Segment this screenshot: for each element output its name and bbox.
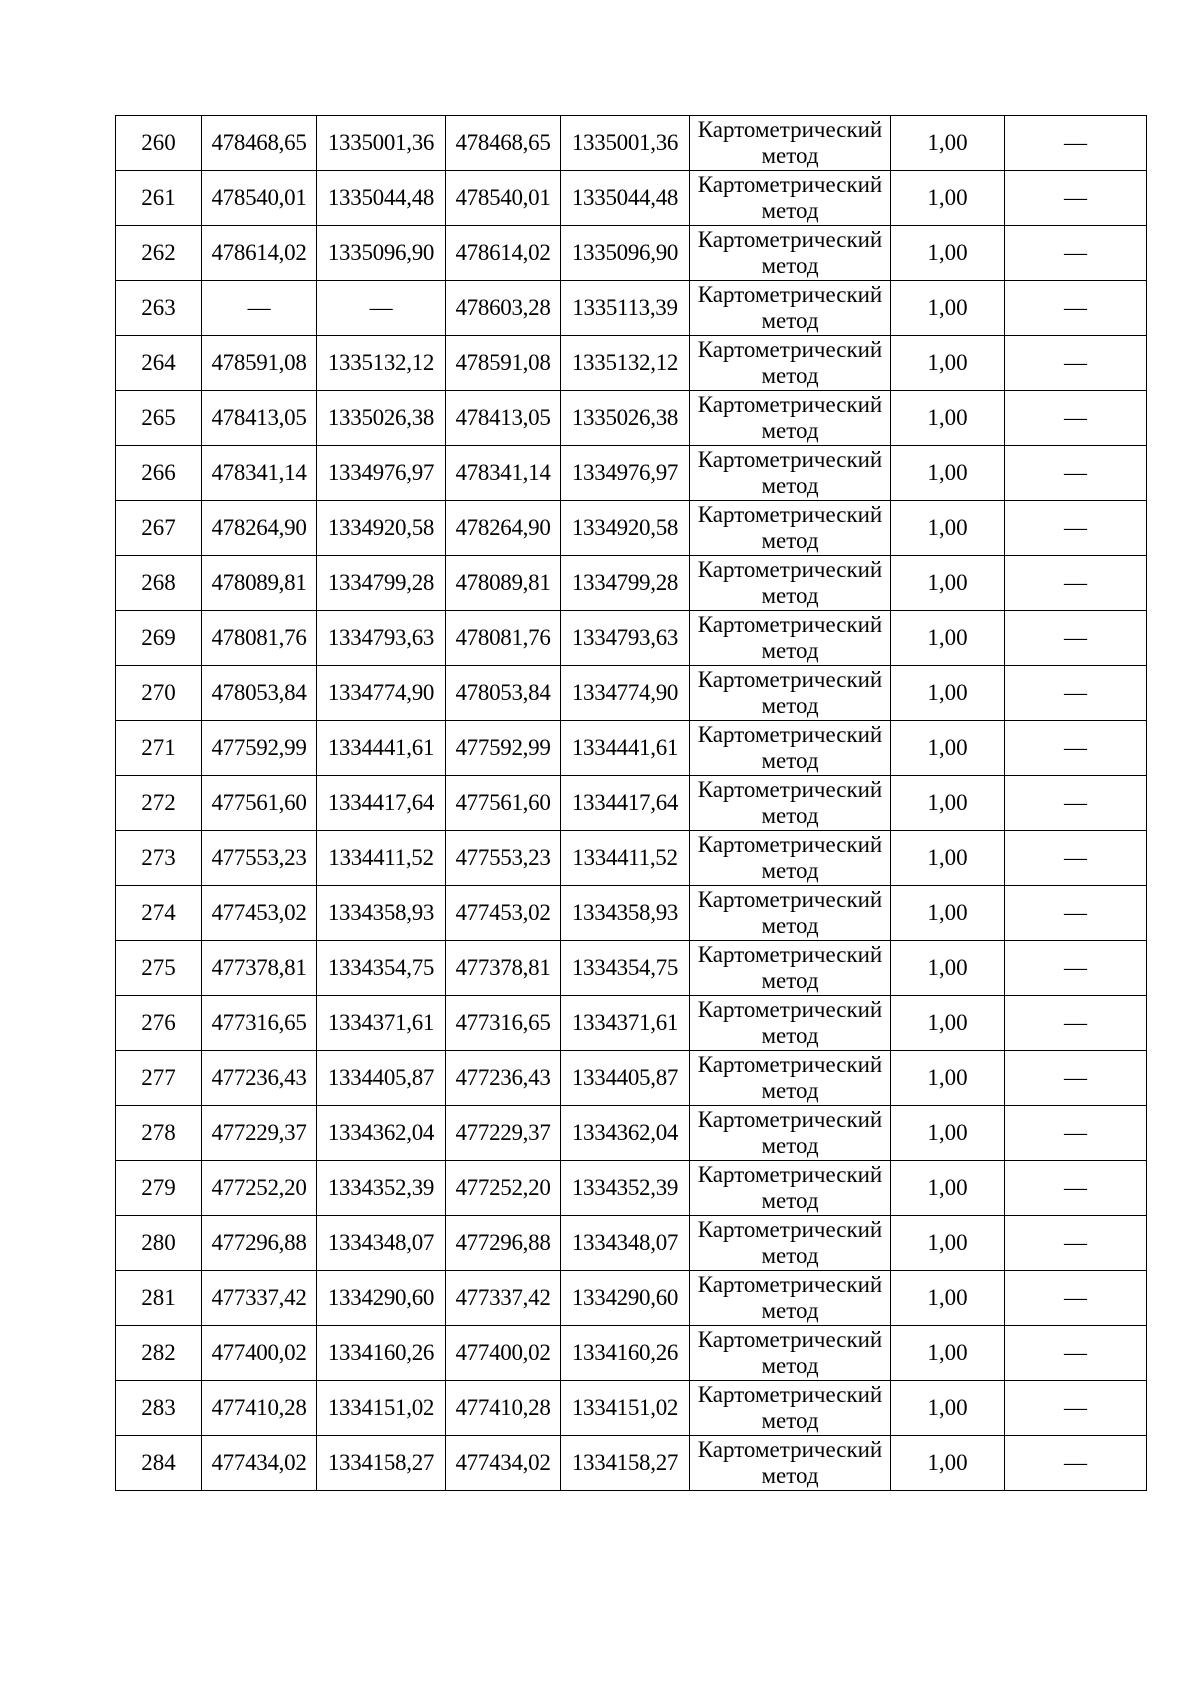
method-line-2: метод [761,1078,819,1103]
refined-y-cell: 1334348,07 [561,1216,690,1271]
refined-x-cell: 477561,60 [446,776,561,831]
method-line-2: метод [761,143,819,168]
method-line-2: метод [761,253,819,278]
method-cell [690,1106,891,1161]
note-cell: — [1005,556,1147,611]
method-line-1: Картометрический [697,612,883,637]
method-cell [690,1161,891,1216]
note-cell: — [1005,996,1147,1051]
method-cell [690,391,891,446]
table-row [116,666,1147,721]
method-line-1: Картометрический [697,117,883,142]
existing-x-cell: 477592,99 [202,721,317,776]
accuracy-cell: 1,00 [891,446,1005,501]
refined-y-cell: 1335001,36 [561,116,690,171]
table-row [116,941,1147,996]
existing-y-cell: 1334354,75 [317,941,446,996]
note-cell: — [1005,1051,1147,1106]
accuracy-cell: 1,00 [891,886,1005,941]
method-line-2: метод [761,1243,819,1268]
existing-x-cell: 478081,76 [202,611,317,666]
existing-x-cell: 477236,43 [202,1051,317,1106]
note-cell: — [1005,336,1147,391]
point-number-cell: 282 [116,1326,202,1381]
existing-x-cell: 477252,20 [202,1161,317,1216]
existing-y-cell: 1334290,60 [317,1271,446,1326]
existing-y-cell: 1334920,58 [317,501,446,556]
accuracy-cell: 1,00 [891,1216,1005,1271]
existing-y-cell: 1335044,48 [317,171,446,226]
note-cell: — [1005,886,1147,941]
note-cell: — [1005,666,1147,721]
method-line-1: Картометрический [697,392,883,417]
accuracy-cell: 1,00 [891,1271,1005,1326]
accuracy-cell: 1,00 [891,1051,1005,1106]
refined-x-cell: 478413,05 [446,391,561,446]
existing-y-cell: 1335026,38 [317,391,446,446]
method-cell [690,281,891,336]
point-number-cell: 260 [116,116,202,171]
table-row [116,391,1147,446]
refined-x-cell: 477252,20 [446,1161,561,1216]
existing-y-cell: 1334976,97 [317,446,446,501]
method-line-2: метод [761,473,819,498]
method-line-1: Картометрический [697,942,883,967]
refined-x-cell: 478603,28 [446,281,561,336]
existing-y-cell: 1335132,12 [317,336,446,391]
method-line-1: Картометрический [697,502,883,527]
refined-x-cell: 478341,14 [446,446,561,501]
accuracy-cell: 1,00 [891,941,1005,996]
table-row [116,776,1147,831]
table-row [116,1106,1147,1161]
note-cell: — [1005,1381,1147,1436]
accuracy-cell: 1,00 [891,1161,1005,1216]
table-row [116,1381,1147,1436]
refined-x-cell: 477337,42 [446,1271,561,1326]
refined-y-cell: 1334358,93 [561,886,690,941]
existing-x-cell: 478614,02 [202,226,317,281]
table-row [116,1051,1147,1106]
point-number-cell: 261 [116,171,202,226]
method-line-2: метод [761,968,819,993]
refined-y-cell: 1334793,63 [561,611,690,666]
existing-y-cell: 1334793,63 [317,611,446,666]
point-number-cell: 269 [116,611,202,666]
method-cell [690,501,891,556]
method-line-1: Картометрический [697,722,883,747]
accuracy-cell: 1,00 [891,721,1005,776]
refined-x-cell: 478614,02 [446,226,561,281]
method-line-2: метод [761,803,819,828]
refined-y-cell: 1334362,04 [561,1106,690,1161]
existing-x-cell: 477378,81 [202,941,317,996]
method-cell [690,1051,891,1106]
existing-x-cell: 477434,02 [202,1436,317,1491]
refined-y-cell: 1334799,28 [561,556,690,611]
existing-x-cell: — [202,281,317,336]
refined-y-cell: 1334976,97 [561,446,690,501]
note-cell: — [1005,1271,1147,1326]
existing-y-cell: 1334799,28 [317,556,446,611]
refined-y-cell: 1334151,02 [561,1381,690,1436]
existing-y-cell: 1334774,90 [317,666,446,721]
existing-x-cell: 478591,08 [202,336,317,391]
refined-x-cell: 478089,81 [446,556,561,611]
refined-y-cell: 1334354,75 [561,941,690,996]
refined-y-cell: 1334405,87 [561,1051,690,1106]
existing-x-cell: 478413,05 [202,391,317,446]
note-cell: — [1005,611,1147,666]
accuracy-cell: 1,00 [891,501,1005,556]
table-row [116,1436,1147,1491]
point-number-cell: 284 [116,1436,202,1491]
method-cell [690,1216,891,1271]
note-cell: — [1005,721,1147,776]
refined-x-cell: 478468,65 [446,116,561,171]
existing-x-cell: 477553,23 [202,831,317,886]
note-cell: — [1005,281,1147,336]
point-number-cell: 276 [116,996,202,1051]
refined-x-cell: 477434,02 [446,1436,561,1491]
refined-y-cell: 1334160,26 [561,1326,690,1381]
method-cell [690,1271,891,1326]
existing-y-cell: 1334358,93 [317,886,446,941]
existing-y-cell: 1335096,90 [317,226,446,281]
accuracy-cell: 1,00 [891,1326,1005,1381]
table-row [116,556,1147,611]
existing-x-cell: 478089,81 [202,556,317,611]
existing-y-cell: 1335001,36 [317,116,446,171]
point-number-cell: 265 [116,391,202,446]
note-cell: — [1005,501,1147,556]
existing-x-cell: 478264,90 [202,501,317,556]
note-cell: — [1005,446,1147,501]
method-line-2: метод [761,1188,819,1213]
point-number-cell: 266 [116,446,202,501]
accuracy-cell: 1,00 [891,336,1005,391]
method-cell [690,1326,891,1381]
method-line-2: метод [761,913,819,938]
accuracy-cell: 1,00 [891,1381,1005,1436]
note-cell: — [1005,1436,1147,1491]
table-row [116,171,1147,226]
method-line-1: Картометрический [697,227,883,252]
refined-y-cell: 1334411,52 [561,831,690,886]
existing-x-cell: 478540,01 [202,171,317,226]
method-cell [690,776,891,831]
refined-y-cell: 1334352,39 [561,1161,690,1216]
point-number-cell: 280 [116,1216,202,1271]
refined-x-cell: 478591,08 [446,336,561,391]
method-cell [690,226,891,281]
refined-x-cell: 477400,02 [446,1326,561,1381]
method-line-2: метод [761,1353,819,1378]
refined-y-cell: 1334371,61 [561,996,690,1051]
method-cell [690,996,891,1051]
note-cell: — [1005,831,1147,886]
note-cell: — [1005,171,1147,226]
accuracy-cell: 1,00 [891,611,1005,666]
refined-y-cell: 1334920,58 [561,501,690,556]
method-line-2: метод [761,748,819,773]
existing-x-cell: 477316,65 [202,996,317,1051]
note-cell: — [1005,776,1147,831]
existing-y-cell: 1334352,39 [317,1161,446,1216]
note-cell: — [1005,941,1147,996]
existing-y-cell: 1334362,04 [317,1106,446,1161]
accuracy-cell: 1,00 [891,1106,1005,1161]
note-cell: — [1005,116,1147,171]
point-number-cell: 273 [116,831,202,886]
accuracy-cell: 1,00 [891,391,1005,446]
table-row [116,446,1147,501]
point-number-cell: 267 [116,501,202,556]
refined-x-cell: 477410,28 [446,1381,561,1436]
method-cell [690,611,891,666]
method-cell [690,886,891,941]
point-number-cell: 274 [116,886,202,941]
accuracy-cell: 1,00 [891,171,1005,226]
table-row [116,611,1147,666]
method-cell [690,831,891,886]
existing-y-cell: 1334348,07 [317,1216,446,1271]
method-line-2: метод [761,858,819,883]
method-cell [690,171,891,226]
refined-y-cell: 1334158,27 [561,1436,690,1491]
method-line-1: Картометрический [697,172,883,197]
table-row [116,1326,1147,1381]
existing-x-cell: 477410,28 [202,1381,317,1436]
method-line-2: метод [761,1463,819,1488]
method-line-2: метод [761,363,819,388]
existing-y-cell: — [317,281,446,336]
refined-y-cell: 1335044,48 [561,171,690,226]
table-row [116,501,1147,556]
method-cell [690,721,891,776]
table-row [116,831,1147,886]
note-cell: — [1005,1161,1147,1216]
method-line-2: метод [761,198,819,223]
method-line-1: Картометрический [697,887,883,912]
method-line-1: Картометрический [697,1052,883,1077]
existing-x-cell: 477337,42 [202,1271,317,1326]
accuracy-cell: 1,00 [891,776,1005,831]
refined-x-cell: 477592,99 [446,721,561,776]
method-line-1: Картометрический [697,337,883,362]
existing-x-cell: 477561,60 [202,776,317,831]
method-cell [690,446,891,501]
method-line-2: метод [761,308,819,333]
table-body [116,116,1147,1491]
table-row [116,721,1147,776]
accuracy-cell: 1,00 [891,226,1005,281]
refined-x-cell: 478053,84 [446,666,561,721]
accuracy-cell: 1,00 [891,556,1005,611]
existing-y-cell: 1334405,87 [317,1051,446,1106]
method-line-1: Картометрический [697,1162,883,1187]
refined-x-cell: 477229,37 [446,1106,561,1161]
accuracy-cell: 1,00 [891,1436,1005,1491]
table-row [116,336,1147,391]
table-row [116,116,1147,171]
method-cell [690,666,891,721]
point-number-cell: 263 [116,281,202,336]
method-line-2: метод [761,693,819,718]
refined-y-cell: 1335132,12 [561,336,690,391]
note-cell: — [1005,1326,1147,1381]
refined-y-cell: 1335096,90 [561,226,690,281]
table-row [116,1161,1147,1216]
accuracy-cell: 1,00 [891,831,1005,886]
method-line-2: метод [761,1408,819,1433]
method-cell [690,1436,891,1491]
refined-y-cell: 1335026,38 [561,391,690,446]
note-cell: — [1005,1106,1147,1161]
method-line-2: метод [761,1298,819,1323]
note-cell: — [1005,1216,1147,1271]
method-line-1: Картометрический [697,1107,883,1132]
point-number-cell: 262 [116,226,202,281]
coordinates-table [115,115,1147,1491]
method-line-1: Картометрический [697,1272,883,1297]
method-line-2: метод [761,1023,819,1048]
method-line-1: Картометрический [697,557,883,582]
table-row [116,996,1147,1051]
existing-x-cell: 477453,02 [202,886,317,941]
method-cell [690,556,891,611]
method-line-1: Картометрический [697,1327,883,1352]
method-line-2: метод [761,1133,819,1158]
table-row [116,886,1147,941]
method-line-1: Картометрический [697,832,883,857]
refined-y-cell: 1334290,60 [561,1271,690,1326]
refined-x-cell: 477453,02 [446,886,561,941]
existing-x-cell: 478053,84 [202,666,317,721]
table-row [116,1216,1147,1271]
method-cell [690,336,891,391]
accuracy-cell: 1,00 [891,996,1005,1051]
point-number-cell: 268 [116,556,202,611]
refined-x-cell: 477296,88 [446,1216,561,1271]
existing-y-cell: 1334441,61 [317,721,446,776]
refined-x-cell: 478081,76 [446,611,561,666]
point-number-cell: 281 [116,1271,202,1326]
method-line-1: Картометрический [697,997,883,1022]
point-number-cell: 275 [116,941,202,996]
refined-x-cell: 477378,81 [446,941,561,996]
method-line-1: Картометрический [697,1382,883,1407]
existing-y-cell: 1334160,26 [317,1326,446,1381]
note-cell: — [1005,226,1147,281]
refined-x-cell: 477316,65 [446,996,561,1051]
existing-y-cell: 1334417,64 [317,776,446,831]
point-number-cell: 283 [116,1381,202,1436]
table-row [116,281,1147,336]
point-number-cell: 279 [116,1161,202,1216]
refined-x-cell: 477553,23 [446,831,561,886]
accuracy-cell: 1,00 [891,281,1005,336]
point-number-cell: 271 [116,721,202,776]
refined-y-cell: 1334417,64 [561,776,690,831]
existing-x-cell: 477229,37 [202,1106,317,1161]
refined-x-cell: 478540,01 [446,171,561,226]
point-number-cell: 277 [116,1051,202,1106]
method-cell [690,941,891,996]
point-number-cell: 272 [116,776,202,831]
accuracy-cell: 1,00 [891,666,1005,721]
existing-y-cell: 1334411,52 [317,831,446,886]
point-number-cell: 278 [116,1106,202,1161]
method-line-1: Картометрический [697,1437,883,1462]
method-line-2: метод [761,583,819,608]
point-number-cell: 264 [116,336,202,391]
refined-y-cell: 1335113,39 [561,281,690,336]
method-cell [690,1381,891,1436]
note-cell: — [1005,391,1147,446]
existing-x-cell: 478341,14 [202,446,317,501]
method-cell [690,116,891,171]
refined-y-cell: 1334441,61 [561,721,690,776]
refined-x-cell: 478264,90 [446,501,561,556]
table-row [116,1271,1147,1326]
method-line-1: Картометрический [697,667,883,692]
point-number-cell: 270 [116,666,202,721]
method-line-2: метод [761,418,819,443]
table-row [116,226,1147,281]
existing-x-cell: 477400,02 [202,1326,317,1381]
method-line-2: метод [761,528,819,553]
accuracy-cell: 1,00 [891,116,1005,171]
method-line-1: Картометрический [697,777,883,802]
existing-x-cell: 478468,65 [202,116,317,171]
method-line-1: Картометрический [697,1217,883,1242]
existing-y-cell: 1334151,02 [317,1381,446,1436]
existing-y-cell: 1334158,27 [317,1436,446,1491]
refined-y-cell: 1334774,90 [561,666,690,721]
existing-x-cell: 477296,88 [202,1216,317,1271]
method-line-1: Картометрический [697,447,883,472]
refined-x-cell: 477236,43 [446,1051,561,1106]
existing-y-cell: 1334371,61 [317,996,446,1051]
method-line-1: Картометрический [697,282,883,307]
method-line-2: метод [761,638,819,663]
